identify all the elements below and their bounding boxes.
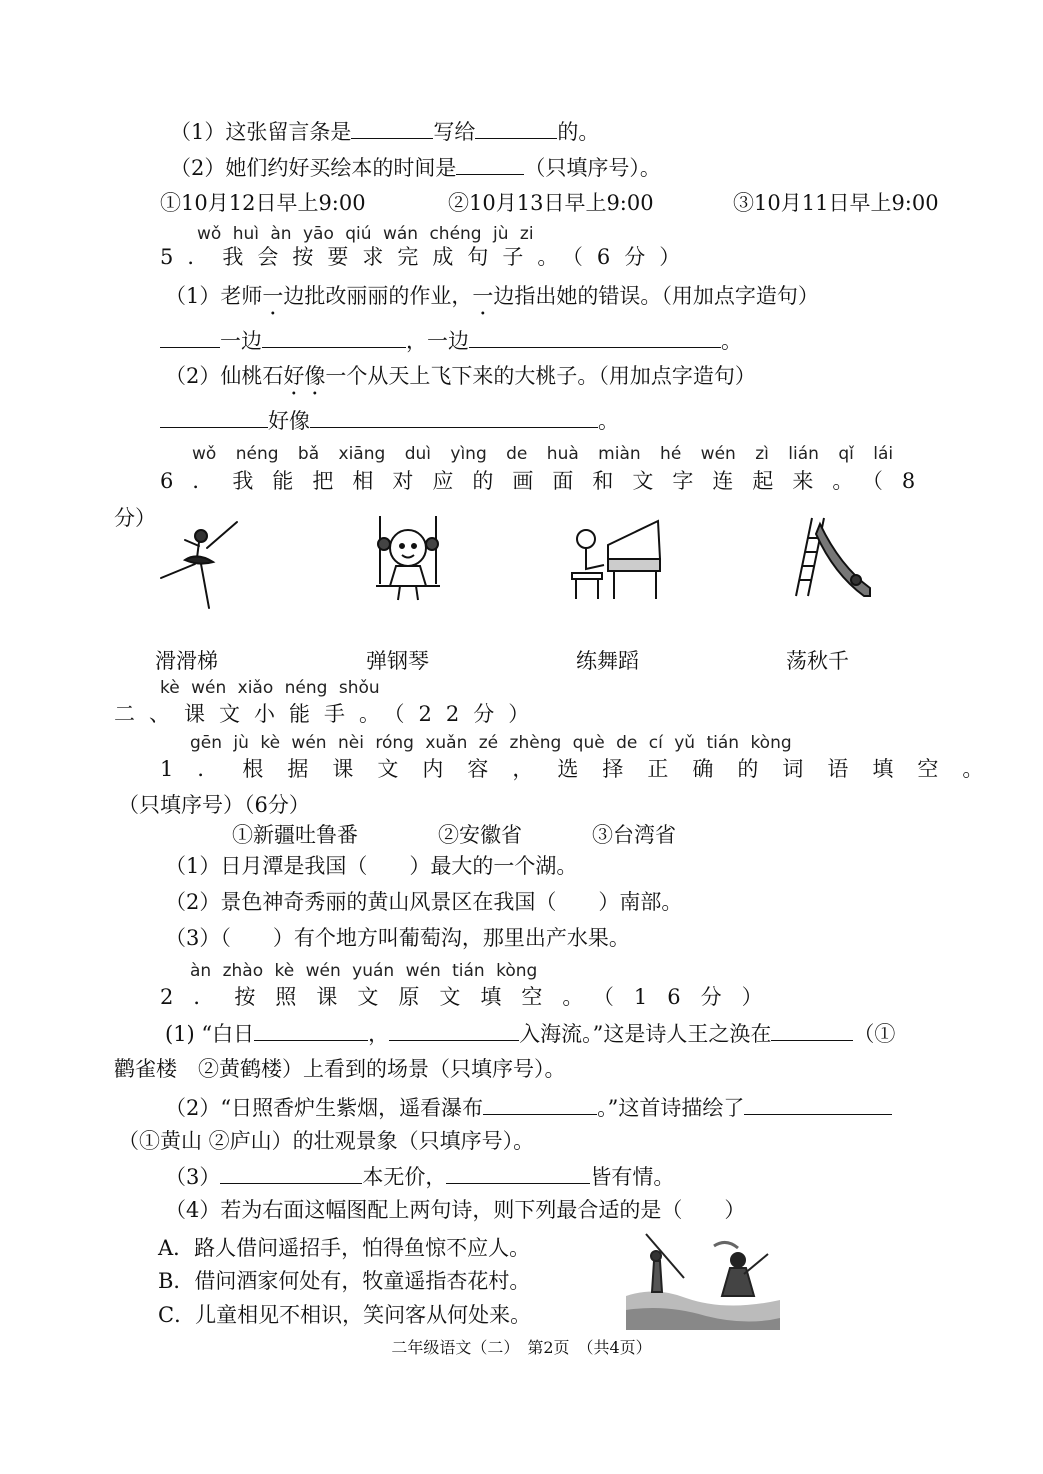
sec2-q2-sentence-1-cont: 鹳雀楼 ②黄鹤楼）上看到的场景（只填序号）。 (114, 1057, 566, 1081)
sec2-q2-sentence-2-cont: （①黄山 ②庐山）的壮观景象（只填序号）。 (118, 1129, 535, 1153)
section-2-title: 二、课文小能手。（22分） (114, 702, 544, 726)
slide-picture (782, 514, 874, 600)
answer-blank[interactable] (310, 407, 598, 428)
q6-pinyin: wǒ néng bǎ xiāng duì yìng de huà miàn hé wén zì lián qǐ lái (192, 444, 894, 464)
sec2-q1-sentence-2: （2）景色神奇秀丽的黄山风景区在我国（ ）南部。 (165, 890, 683, 914)
answer-blank[interactable] (389, 1020, 519, 1041)
sec2-q2-sentence-3: （3） 本无价， 皆有情。 (165, 1165, 675, 1189)
sec2-q2-sentence-4: （4）若为右面这幅图配上两句诗，则下列最合适的是（ ） (165, 1198, 746, 1222)
q4-option-2: ②10月13日早上9:00 (448, 191, 654, 215)
page-footer: 二年级语文（二） 第2页 （共4页） (391, 1338, 652, 1357)
answer-blank[interactable] (771, 1020, 853, 1041)
sec2-q1-sentence-3: （3）（ ）有个地方叫葡萄沟，那里出产水果。 (165, 926, 630, 950)
q6-title: 6．我能把相对应的画面和文字连起来。（8 (160, 469, 935, 493)
choice-c[interactable]: C．儿童相见不相识，笑问客从何处来。 (158, 1303, 532, 1327)
ballet-dancer-picture (155, 518, 245, 610)
answer-blank[interactable] (483, 1094, 597, 1115)
sec2-q2-pinyin: àn zhào kè wén yuán wén tián kòng (190, 961, 538, 981)
answer-blank[interactable] (351, 118, 433, 139)
sec2-q2-sentence-2: （2）“日照香炉生紫烟，遥看瀑布 。”这首诗描绘了 (165, 1094, 892, 1121)
answer-blank[interactable] (446, 1163, 590, 1184)
q6-title-cont: 分） (114, 506, 156, 530)
q6-word-2: 弹钢琴 (366, 649, 429, 673)
answer-blank[interactable] (456, 154, 524, 175)
choice-b[interactable]: B．借问酒家何处有，牧童遥指杏花村。 (158, 1269, 531, 1293)
swing-girl-picture (370, 514, 446, 604)
q4-option-3: ③10月11日早上9:00 (733, 191, 939, 215)
q4-sentence-1: （1）这张留言条是 写给 的。 (170, 120, 600, 144)
q5-sentence-2: （2）仙桃石好像一个从天上飞下来的大桃子。（用加点字造句） (165, 364, 756, 388)
q5-pinyin: wǒ huì àn yāo qiú wán chéng jù zi (197, 224, 534, 244)
sec2-q2-sentence-1: (1) “白日 ， 入海流。”这是诗人王之涣在 （① (165, 1022, 896, 1046)
sec2-q1-title: 1．根据课文内容，选择正确的词语填空。 (160, 757, 1008, 781)
answer-blank[interactable] (160, 327, 220, 348)
sec2-q1-option-3: ③台湾省 (592, 823, 676, 847)
sec2-pinyin: kè wén xiǎo néng shǒu (160, 678, 380, 698)
sec2-q1-pinyin: gēn jù kè wén nèi róng xuǎn zé zhèng què de cí yǔ tián kòng (190, 733, 792, 753)
piano-player-picture (568, 515, 664, 601)
q5-fill-1: 一边 ，一边 。 (160, 327, 742, 354)
answer-blank[interactable] (744, 1094, 892, 1115)
q4-sentence-2: （2）她们约好买绘本的时间是 （只填序号）。 (170, 156, 661, 180)
sec2-q1-option-1: ①新疆吐鲁番 (232, 823, 358, 847)
answer-blank[interactable] (220, 1163, 362, 1184)
answer-blank[interactable] (160, 407, 268, 428)
answer-blank[interactable] (262, 327, 406, 348)
q6-word-3: 练舞蹈 (576, 649, 639, 673)
sec2-q1-sentence-1: （1）日月潭是我国（ ）最大的一个湖。 (165, 854, 578, 878)
answer-blank[interactable] (475, 118, 557, 139)
answer-blank[interactable] (254, 1020, 368, 1041)
q5-sentence-1: （1）老师一边批改丽丽的作业，一边指出她的错误。（用加点字造句） (165, 284, 819, 308)
answer-blank[interactable] (469, 327, 721, 348)
choice-a[interactable]: A．路人借问遥招手，怕得鱼惊不应人。 (158, 1236, 531, 1260)
sec2-q1-option-2: ②安徽省 (438, 823, 522, 847)
sec2-q1-title-cont: （只填序号）（6分） (118, 793, 310, 817)
sec2-q2-title: 2．按照课文原文填空。（16分） (160, 985, 783, 1009)
q6-word-4: 荡秋千 (786, 649, 849, 673)
q5-fill-2: 好像 。 (160, 407, 619, 434)
q5-title: 5．我会按要求完成句子。（6分） (160, 245, 695, 269)
fishing-boy-ink-painting (626, 1226, 780, 1330)
q6-word-1: 滑滑梯 (155, 649, 218, 673)
q4-option-1: ①10月12日早上9:00 (160, 191, 366, 215)
